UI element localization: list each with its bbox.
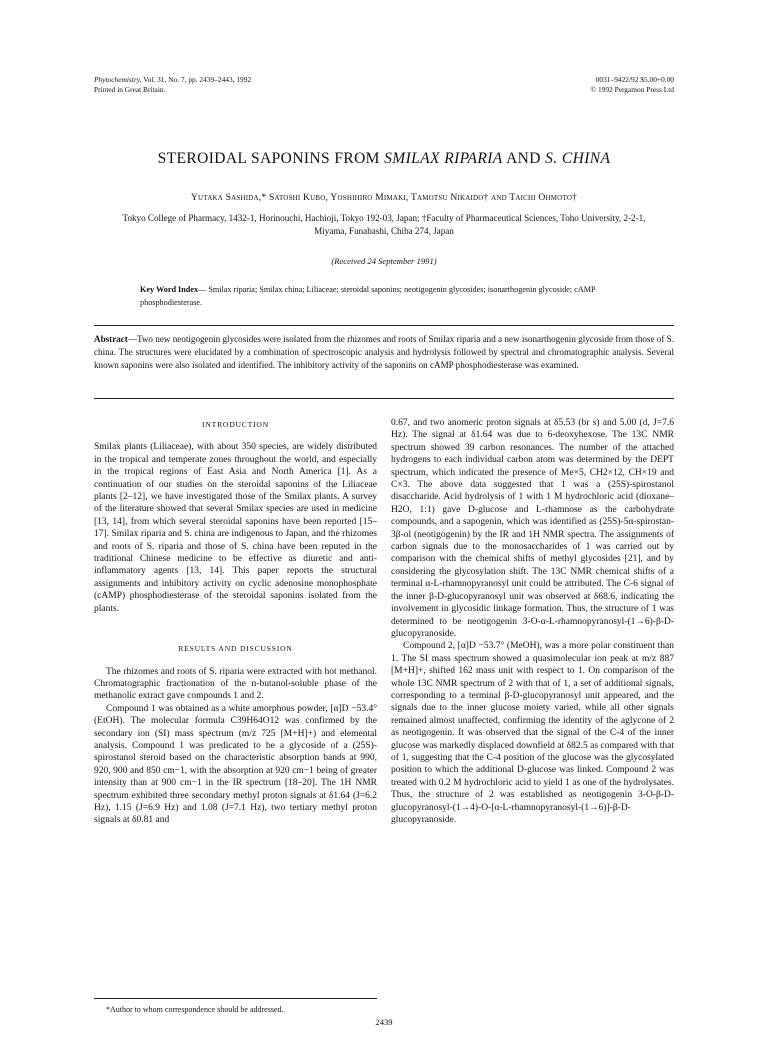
journal-rights (591, 75, 675, 95)
discussion-paragraph: Compound 2, [α]D −53.7° (MeOH), was a more polar constituent than 1. The SI mass spectrum showed a quasimolecular ion peak at m/z 887 [M+H]+, shifted 162 mass unit with respect to 1. On comparison of the whole 13C NMR spectrum of 2 with that of 1, a set of additional signals, corresponding to a terminal β-D-glucopyranosyl unit appeared, and the signals due to the inner glucose moiety varied, while all other signals remained almost unaffected, confirming the identity of the aglycone of 2 as neotigogenin. It was observed that the signal of the C-4 of the inner glucose was markedly displaced downfield at δ82.5 as compared with that of 1, suggesting that the C-4 position of the glucose was the glycosylated position to which the additional D-glucose was linked. Compound 2 was treated with 0.2 M hydrochloric acid to yield 1 as one of the hydrolysates. Thus, the structure of 2 was established as neotigogenin 3-O-β-D-glucopyranosyl-(1→4)-O-[α-L-rhamnopyranosyl-(1→6)]-β-D-glucopyranoside. (391, 641, 674, 825)
abstract-text: —Two new neotigogenin glycosides were isolated from the rhizomes and roots of Smilax riparia and a new isonarthogenin glycoside from those of S. china. The structures were elucidated by a combination of spectroscopic analysis and hydrolysis followed by spectral and chromatographic analysis. Several known saponins were also isolated and identified. The inhibitory activity of the saponins on cAMP phosphodiesterase was examined. (94, 334, 674, 370)
right-column (391, 417, 674, 826)
page-number: 2439 (375, 1017, 393, 1027)
journal-name: Phytochemistry, (94, 75, 142, 84)
results-paragraph: The rhizomes and roots of S. riparia were extracted with hot methanol. Chromatographic fractionation of the n-butanol-soluble phase of the methanolic extract gave compounds 1 and 2. (94, 666, 377, 702)
abstract-label: Abstract (94, 334, 128, 344)
keyword-label: Key Word Index (140, 285, 199, 294)
title-species: S. CHINA (545, 150, 611, 167)
title-part: STEROIDAL SAPONINS FROM (157, 150, 385, 167)
abstract (94, 333, 674, 371)
title-genus: SMILAX RIPARIA (384, 150, 503, 167)
journal-citation (94, 75, 251, 95)
affiliation: Tokyo College of Pharmacy, 1432-1, Horinouchi, Hachioji, Tokyo 192-03, Japan; †Faculty of Pharmaceutical Sciences, Toho University, 2-2-1, Miyama, Funabashi, Chiba 274, Japan (122, 213, 646, 236)
paper-title (0, 150, 768, 168)
left-column (94, 417, 377, 827)
intro-paragraph: Smilax plants (Liliaceae), with about 350 species, are widely distributed in the tropical and temperate zones throughout the world, and especially in the tropical regions of East Asia and North America [1]. As a continuation of our studies on the steroidal saponins of the Liliaceae plants [2–12], we have investigated those of the Smilax plants. A survey of the literature showed that several Smilax species are used in medicine [13, 14], from which several steroidal saponins have been reported [15–17]. Smilax riparia and S. china are indigenous to Japan, and the rhizomes and roots of S. riparia and those of S. china have been reputed in the traditional Chinese medicine to be effective as diuretic and anti-inflammatory agents [13, 14]. This paper reports the structural assignments and inhibitory activity on cyclic adenosine monophosphate (cAMP) phosphodiesterase of the steroidal saponins isolated from the plants. (94, 442, 377, 614)
keyword-text: — Smilax riparia; Smilax china; Liliaceae; steroidal saponins; neotigogenin glycosides; isonarthogenin glycoside; cAMP phosphodiesterase. (140, 285, 596, 307)
results-paragraph: Compound 1 was obtained as a white amorphous powder, [α]D −53.4° (EtOH). The molecular formula C39H64O12 was confirmed by the secondary ion (SI) mass spectrum (m/z 725 [M+H]+) and elemental analysis. Compound 1 was predicated to be a glycoside of a (25S)-spirostanol steroid based on the characteristic absorption bands at 990, 920, 900 and 850 cm−1, with the absorption at 920 cm−1 being of greater intensity than at 900 cm−1 in the IR spectrum [18–20]. The 1H NMR spectrum exhibited three secondary methyl proton signals at δ1.64 (J=6.2 Hz), 1.15 (J=6.9 Hz) and 1.08 (J=7.1 Hz), two tertiary methyl proton signals at δ0.81 and (94, 703, 377, 826)
received-date: (Received 24 September 1991) (331, 256, 437, 266)
issn-price: 0031–9422/92 $5.00+0.00 (595, 75, 674, 84)
discussion-paragraph: 0.67, and two anomeric proton signals at δ5.53 (br s) and 5.00 (d, J=7.6 Hz). The signal at δ1.64 was due to 6-deoxyhexose. The 13C NMR spectrum showed 39 carbon resonances. The number of the attached hydrogens to each individual carbon atom was determined by the DEPT spectrum, which indicated the presence of Me×5, CH2×12, CH×19 and C×3. The above data suggested that 1 was a (25S)-spirostanol disaccharide. Acid hydrolysis of 1 with 1 M hydrochloric acid (dioxane–H2O, 1:1) gave D-glucose and L-rhamnose as the carbohydrate compounds, and a sapogenin, which was identified as (25S)-5α-spirostan-3β-ol (neotigogenin) by the IR and 1H NMR spectra. The assignments of carbon signals due to the monosaccharides of 1 was carried out by comparison with the chemical shifts of methyl glycosides [21], and by considering the glycosylation shift. The 13C NMR chemical shifts of a terminal α-L-rhamnopyranosyl unit could be attributed. The C-6 signal of the inner β-D-glucopyranosyl unit was observed at δ68.6, indicating the involvement in glycosidic linkage formation. Thus, the structure of 1 was determined to be neotigogenin 3-O-α-L-rhamnopyranosyl-(1→6)-β-D-glucopyranoside. (391, 418, 674, 639)
section-heading-introduction: INTRODUCTION (202, 420, 269, 429)
author-list: Yutaka Sashida,* Satoshi Kubo, Yoshihiro Mimaki, Tamotsu Nikaido† and Taichi Ohmoto† (190, 192, 578, 203)
section-heading-results: RESULTS AND DISCUSSION (178, 644, 293, 654)
correspondence-footnote: *Author to whom correspondence should be addressed. (106, 1005, 284, 1014)
abstract-bottom-rule (94, 398, 674, 399)
footnote-rule (94, 998, 377, 999)
keyword-index (140, 284, 628, 309)
journal-volume: Vol. 31, No. 7, pp. 2439–2443, 1992 (143, 75, 252, 84)
abstract-top-rule (94, 325, 674, 326)
copyright-line: © 1992 Pergamon Press Ltd (590, 85, 674, 94)
printed-in: Printed in Great Britain. (94, 85, 166, 94)
title-part: AND (502, 150, 546, 167)
